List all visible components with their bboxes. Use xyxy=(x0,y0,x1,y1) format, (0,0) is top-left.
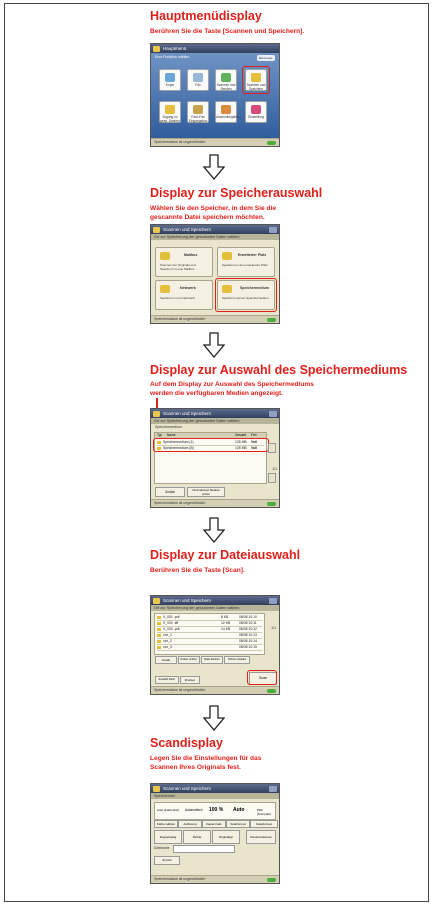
down-arrow-icon xyxy=(203,517,225,543)
media-total: 128 MB xyxy=(235,440,247,444)
status-ok-button[interactable] xyxy=(267,141,276,145)
down-arrow-icon xyxy=(203,332,225,358)
scan-settings-summary xyxy=(154,802,276,820)
filename-label: Dateiname xyxy=(154,846,170,850)
section-subtitle-main-menu: Berühren Sie die Taste [Scannen und Speichern]. xyxy=(150,28,305,35)
screen-prompt: Ort zur Speicherung der gescannten Daten wählen. xyxy=(151,234,279,240)
scan-store-label: Scannen und Speichern xyxy=(246,83,266,91)
down-arrow-icon xyxy=(203,154,225,180)
delete-file-button[interactable]: Datei löschen xyxy=(201,656,223,664)
screen-footer xyxy=(151,499,279,507)
screen-header-label: Scannen und Speichern xyxy=(163,227,212,232)
status-text: Speicherstatus ist ungewöhnlich xyxy=(154,501,206,505)
header-button[interactable] xyxy=(269,598,277,604)
screen-header-label: Scannen und Speichern xyxy=(163,411,212,416)
filename-field[interactable] xyxy=(173,845,235,853)
fax-inbox-label: Fax/I-Fax Eingangsbox xyxy=(188,115,208,123)
special-features-button[interactable]: Sonderfunktionen xyxy=(246,830,276,844)
status-text: Speicherstatus ist ungewöhnlich xyxy=(154,688,206,692)
media-name: Speichermedium (B) xyxy=(163,446,194,450)
memory-media-label: Speichermedium xyxy=(240,286,269,290)
scan-button[interactable]: Scan xyxy=(249,672,277,685)
library-button[interactable] xyxy=(215,101,240,123)
section-subtitle-storage-select-1: Wählen Sie den Speicher, in dem Sie die xyxy=(150,205,277,212)
header-button[interactable] xyxy=(269,411,277,417)
back-button[interactable]: Zurück xyxy=(154,856,180,865)
column-free: Frei xyxy=(251,433,257,437)
file-date: 08/08 10:10 xyxy=(239,615,257,619)
page-indicator: 1/1 xyxy=(271,626,276,630)
file-size: 8 KB xyxy=(221,615,229,619)
advanced-space-label: Erweiterter Platz xyxy=(238,253,267,257)
screen-header-label: Scannen und Speichern xyxy=(163,786,212,791)
section-subtitle-media-select-2: werden die verfügbaren Medien angezeigt. xyxy=(150,390,284,397)
select-color-button[interactable]: Farbe wählen xyxy=(154,820,178,828)
section-subtitle-scan-1: Legen Sie die Einstellungen für das xyxy=(150,755,262,762)
screen-header xyxy=(151,784,279,793)
folder-date: 08/08 10:13 xyxy=(239,633,257,637)
copy-button[interactable] xyxy=(159,69,181,91)
stored-files-label: Zugang zu gesp. Dateien xyxy=(160,115,180,123)
folder-date: 08/08 10:14 xyxy=(239,639,257,643)
column-total: Gesamt xyxy=(235,433,247,437)
file-format-value: PDF (Kompakt) xyxy=(257,808,271,816)
file-icon xyxy=(157,616,161,619)
screen-header-label: Hauptmenü xyxy=(163,46,187,51)
file-select-screen xyxy=(150,595,280,695)
section-subtitle-file-select: Berühren Sie die Taste [Scan]. xyxy=(150,567,245,574)
scroll-up-button[interactable] xyxy=(268,443,276,453)
scan-store-icon xyxy=(153,598,160,604)
fax-label: Fax xyxy=(195,83,201,87)
back-button[interactable]: Zurück xyxy=(155,487,185,497)
section-title-media-select: Display zur Auswahl des Speichermediums xyxy=(150,363,408,377)
home-icon xyxy=(153,46,160,52)
folder-row[interactable] xyxy=(157,645,262,651)
page-indicator: 1/1 xyxy=(272,467,277,471)
status-ok-button[interactable] xyxy=(267,878,276,882)
network-description: Speichern in ein Netzwerk xyxy=(160,296,195,300)
scan-store-icon xyxy=(153,227,160,233)
memory-media-description: Speichern auf ein Speichermedium xyxy=(222,296,269,300)
folder-name: xxx_1 xyxy=(163,633,172,637)
main-menu-prompt: Eine Funktion wählen xyxy=(155,55,190,59)
folder-name: xxx_2 xyxy=(163,639,172,643)
scan-store-icon xyxy=(153,411,160,417)
scan-screen xyxy=(150,783,280,884)
screen-header xyxy=(151,409,279,418)
folder-icon xyxy=(157,646,161,649)
status-ok-button[interactable] xyxy=(267,689,276,693)
settings-label: Einstellung xyxy=(248,115,264,119)
status-ok-button[interactable] xyxy=(267,502,276,506)
file-icon xyxy=(157,628,161,631)
clear-selection-button[interactable]: Auswahl lösch. xyxy=(155,676,179,684)
column-type: Typ xyxy=(157,433,163,437)
color-mode-value: Auto (Farbe/s/w) xyxy=(157,808,180,812)
network-tile[interactable] xyxy=(155,280,213,310)
copy-icon xyxy=(165,73,175,82)
screen-prompt: Speicherziel xyxy=(151,793,279,799)
rename-folder-button[interactable]: Ordner umben. xyxy=(178,656,200,664)
header-button[interactable] xyxy=(269,227,277,233)
section-title-main-menu: Hauptmenüdisplay xyxy=(150,9,262,23)
resolution-value: Automatisch xyxy=(185,808,203,812)
advanced-space-description: Speichern in den erweiterten Platz xyxy=(222,263,268,267)
scroll-down-button[interactable] xyxy=(268,473,276,483)
customize-menu-button[interactable]: Menü anp. xyxy=(258,56,274,60)
two-sided-button[interactable]: Doppelseitig xyxy=(154,830,182,844)
status-text: Speicherstatus ist ungewöhnlich xyxy=(154,877,206,881)
file-name: X_001 .pdf xyxy=(163,615,180,619)
storage-select-screen xyxy=(150,224,280,324)
header-button[interactable] xyxy=(269,786,277,792)
section-subtitle-media-select-1: Auf dem Display zur Auswahl des Speichermediums xyxy=(150,381,314,388)
media-name: Speichermedium (1) xyxy=(163,440,194,444)
advanced-space-icon xyxy=(222,252,232,260)
check-media-info-button[interactable]: Informationen Medium prüfen xyxy=(187,487,225,497)
status-text: Speicherstatus ist ungewöhnlich xyxy=(154,140,206,144)
screen-footer xyxy=(151,138,279,146)
detail-button[interactable]: Detail xyxy=(155,656,177,664)
screen-footer xyxy=(151,686,279,694)
media-free: Voll xyxy=(251,446,257,450)
scan-send-label: Scannen und Senden xyxy=(216,83,236,91)
section-subtitle-storage-select-2: gescannte Datei speichern möchten. xyxy=(150,214,265,221)
status-ok-button[interactable] xyxy=(267,318,276,322)
main-menu-screen xyxy=(150,43,280,147)
stored-files-icon xyxy=(165,105,175,114)
status-text: Speicherstatus ist ungewöhnlich xyxy=(154,317,206,321)
main-menu-area xyxy=(151,53,279,139)
section-title-scan: Scandisplay xyxy=(150,736,223,750)
scan-send-button[interactable] xyxy=(215,69,237,91)
mailbox-icon xyxy=(160,252,170,260)
settings-button[interactable] xyxy=(245,101,267,123)
down-arrow-icon xyxy=(203,705,225,731)
scan-size-value: Auto xyxy=(233,807,245,813)
density-button[interactable]: Dichte xyxy=(183,830,211,844)
file-date: 08/08 10:12 xyxy=(239,627,257,631)
library-icon xyxy=(221,105,231,114)
highlight-scan-button xyxy=(247,670,277,685)
copy-ratio-button[interactable]: Kopier-Fakt. xyxy=(202,820,226,828)
scan-size-button[interactable]: Scanformat xyxy=(226,820,250,828)
original-type-button[interactable]: Originaltyp xyxy=(212,830,240,844)
scan-send-icon xyxy=(221,73,231,82)
folder-icon xyxy=(157,634,161,637)
network-label: Netzwerk xyxy=(180,286,196,290)
fax-inbox-icon xyxy=(193,105,203,114)
screen-header xyxy=(151,225,279,234)
folder-date: 08/08 10:15 xyxy=(239,645,257,649)
folder-icon xyxy=(157,640,161,643)
fax-icon xyxy=(193,73,203,82)
media-total: 128 MB xyxy=(235,446,247,450)
copy-label: Kopie xyxy=(165,83,175,87)
file-size: 14 KB xyxy=(221,627,231,631)
highlight-scan-store xyxy=(242,66,270,94)
file-list xyxy=(154,613,265,655)
create-folder-button[interactable]: Ordner erstellen xyxy=(224,656,250,664)
section-title-file-select: Display zur Dateiauswahl xyxy=(150,548,301,562)
network-icon xyxy=(160,285,170,293)
highlight-memory-media xyxy=(215,278,277,312)
screen-footer xyxy=(151,875,279,883)
media-free: Voll xyxy=(251,440,257,444)
fax-button[interactable] xyxy=(187,69,209,91)
column-name: Name xyxy=(167,433,176,437)
mailbox-description: Scannen der Originale und Speichern in eine Mailbox xyxy=(160,263,196,271)
file-date: 08/08 10:11 xyxy=(239,621,257,625)
file-format-button[interactable]: Dateiformat xyxy=(250,820,278,828)
advanced-space-tile[interactable] xyxy=(217,247,275,277)
resolution-button[interactable]: Auflösung xyxy=(178,820,202,828)
settings-icon xyxy=(251,105,261,114)
fax-inbox-button[interactable] xyxy=(187,101,209,123)
media-select-screen xyxy=(150,408,280,508)
screen-header xyxy=(151,44,279,53)
settings-buttons-row xyxy=(154,820,276,826)
screen-footer xyxy=(151,315,279,323)
ratio-value: 100 % xyxy=(209,807,224,813)
mailbox-tile[interactable] xyxy=(155,247,213,277)
section-title-storage-select: Display zur Speicherauswahl xyxy=(150,186,323,200)
highlight-media-rows xyxy=(153,438,269,452)
stored-files-button[interactable] xyxy=(159,101,181,123)
scan-store-icon xyxy=(153,786,160,792)
media-path: Speichermedium xyxy=(155,425,182,429)
file-name: X_002 .tiff xyxy=(163,621,179,625)
screen-prompt: Ort zur Speicherung der gescannten Daten wählen. xyxy=(151,605,279,611)
mailbox-label: Mailbox xyxy=(184,253,198,257)
library-label: Anwendungsbib. xyxy=(216,115,240,119)
file-icon xyxy=(157,622,161,625)
print-button[interactable]: Drucken xyxy=(180,676,200,684)
section-subtitle-scan-2: Scannen Ihres Originals fest. xyxy=(150,764,241,771)
file-size: 12 KB xyxy=(221,621,231,625)
screen-prompt: Ort zur Speicherung der gescannten Daten wählen. xyxy=(151,418,279,424)
file-name: X_003 .pdf xyxy=(163,627,180,631)
folder-name: xxx_3 xyxy=(163,645,172,649)
screen-header-label: Scannen und Speichern xyxy=(163,598,212,603)
screen-header xyxy=(151,596,279,605)
